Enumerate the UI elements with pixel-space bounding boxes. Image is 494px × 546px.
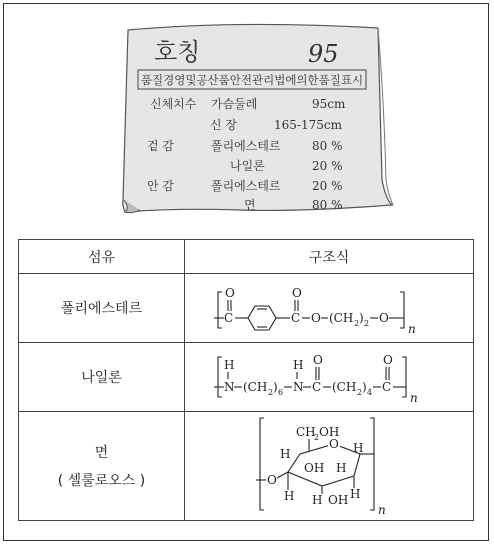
svg-text:H: H bbox=[312, 493, 323, 507]
svg-text:O: O bbox=[267, 473, 277, 487]
structure-formula-cellulose bbox=[185, 412, 474, 521]
svg-text:H: H bbox=[293, 358, 304, 372]
label-row-1-col1: 신체치수 bbox=[150, 97, 197, 111]
label-row-4-col2: 나일론 bbox=[230, 159, 265, 173]
svg-text:6: 6 bbox=[278, 388, 284, 397]
svg-text:n: n bbox=[410, 391, 418, 405]
label-row-6-col3: 80 % bbox=[312, 198, 343, 212]
svg-text:H: H bbox=[224, 358, 235, 372]
label-row-5-col3: 20 % bbox=[312, 179, 343, 193]
fiber-name-sub: ( 셀룰로오스 ) bbox=[57, 473, 146, 489]
cellulose-formula-svg bbox=[214, 414, 444, 518]
svg-text:2: 2 bbox=[357, 388, 363, 397]
svg-text:H: H bbox=[284, 489, 295, 503]
table-row bbox=[19, 343, 474, 412]
svg-text:O: O bbox=[383, 353, 393, 367]
table-header-row bbox=[19, 240, 474, 274]
svg-text:H: H bbox=[353, 441, 364, 455]
svg-text:4: 4 bbox=[367, 388, 373, 397]
label-row-2-col2: 신 장 bbox=[210, 118, 237, 132]
svg-text:H: H bbox=[280, 447, 291, 461]
svg-text:O: O bbox=[329, 437, 339, 451]
fiber-name: 폴리에스테르 bbox=[19, 274, 185, 343]
svg-text:O: O bbox=[311, 311, 321, 325]
fiber-name: 나일론 bbox=[19, 343, 185, 412]
label-row-2-col3: 165-175cm bbox=[274, 118, 342, 132]
svg-text:2: 2 bbox=[354, 319, 360, 328]
svg-text:CH: CH bbox=[296, 425, 316, 439]
header-fiber: 섬유 bbox=[19, 240, 185, 274]
structure-formula-nylon bbox=[185, 343, 474, 412]
fiber-name: 면 bbox=[94, 445, 109, 461]
svg-text:OH: OH bbox=[319, 425, 340, 439]
label-row-4-col3: 20 % bbox=[312, 159, 343, 173]
svg-text:C: C bbox=[382, 380, 392, 394]
label-row-5-col2: 폴리에스테르 bbox=[211, 179, 281, 193]
svg-text:H: H bbox=[336, 461, 347, 475]
label-row-3-col2: 폴리에스테르 bbox=[211, 139, 281, 153]
label-row-3-col3: 80 % bbox=[312, 139, 343, 153]
label-row-6-col2: 면 bbox=[244, 198, 256, 212]
svg-text:2: 2 bbox=[314, 433, 320, 442]
label-row-5-col1: 안 감 bbox=[147, 179, 174, 193]
svg-text:(CH: (CH bbox=[329, 311, 354, 325]
svg-text:n: n bbox=[408, 322, 416, 336]
nylon-formula-svg bbox=[214, 347, 444, 407]
clothing-label-illustration bbox=[0, 0, 494, 240]
table-row bbox=[19, 274, 474, 343]
svg-text:N: N bbox=[224, 380, 235, 394]
svg-text:C: C bbox=[224, 311, 234, 325]
svg-text:H: H bbox=[350, 487, 361, 501]
svg-text:2: 2 bbox=[268, 388, 274, 397]
svg-text:O: O bbox=[225, 286, 235, 300]
label-brand: 호칭 bbox=[154, 38, 201, 66]
svg-text:(CH: (CH bbox=[332, 380, 357, 394]
svg-text:): ) bbox=[359, 311, 364, 325]
structure-formula-polyester bbox=[185, 274, 474, 343]
svg-text:O: O bbox=[313, 353, 323, 367]
polyester-formula-svg bbox=[214, 278, 444, 338]
label-law-header: 품질경영및공산품안전관리법에의한품질표시 bbox=[140, 73, 364, 87]
svg-text:O: O bbox=[292, 286, 302, 300]
label-row-1-col3: 95cm bbox=[312, 97, 346, 111]
svg-text:N: N bbox=[293, 380, 304, 394]
label-row-3-col1: 겉 감 bbox=[147, 139, 174, 153]
header-structure: 구조식 bbox=[185, 240, 474, 274]
svg-text:): ) bbox=[273, 380, 278, 394]
svg-text:): ) bbox=[362, 380, 367, 394]
svg-text:OH: OH bbox=[328, 493, 349, 507]
label-size: 95 bbox=[308, 40, 339, 68]
svg-text:C: C bbox=[291, 311, 301, 325]
svg-text:O: O bbox=[379, 311, 389, 325]
fiber-structure-table bbox=[18, 239, 474, 521]
label-row-1-col2: 가슴둘레 bbox=[211, 97, 258, 111]
svg-text:2: 2 bbox=[364, 319, 370, 328]
fiber-name-cell bbox=[19, 412, 185, 521]
svg-text:C: C bbox=[312, 380, 322, 394]
svg-text:n: n bbox=[378, 503, 386, 517]
svg-text:(CH: (CH bbox=[243, 380, 268, 394]
table-row bbox=[19, 412, 474, 521]
svg-text:OH: OH bbox=[304, 461, 325, 475]
